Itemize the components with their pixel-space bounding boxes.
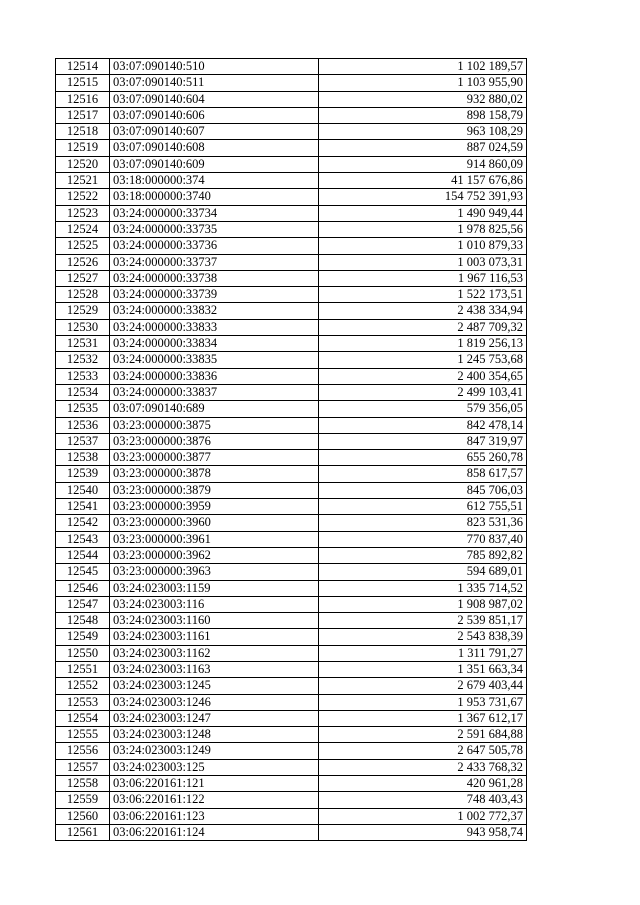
table-row: [56, 91, 527, 107]
value-cell: 887 024,59: [319, 140, 527, 156]
table-row: [56, 613, 527, 629]
cadastral-number-cell: 03:24:023003:125: [110, 759, 319, 775]
value-cell: 1 103 955,90: [319, 75, 527, 91]
row-number-cell: 12557: [56, 759, 110, 775]
table-row: [56, 499, 527, 515]
table-row: [56, 450, 527, 466]
table-row: [56, 727, 527, 743]
table-row: [56, 368, 527, 384]
table-row: [56, 124, 527, 140]
cadastral-number-cell: 03:23:000000:3961: [110, 531, 319, 547]
value-cell: 1 002 772,37: [319, 808, 527, 824]
cadastral-number-cell: 03:07:090140:689: [110, 401, 319, 417]
row-number-cell: 12535: [56, 401, 110, 417]
table-row: [56, 401, 527, 417]
value-cell: 858 617,57: [319, 466, 527, 482]
value-cell: 1 245 753,68: [319, 352, 527, 368]
cadastral-number-cell: 03:23:000000:3962: [110, 547, 319, 563]
row-number-cell: 12523: [56, 205, 110, 221]
cadastral-number-cell: 03:24:023003:1163: [110, 661, 319, 677]
row-number-cell: 12541: [56, 499, 110, 515]
data-table: [55, 58, 527, 841]
row-number-cell: 12558: [56, 776, 110, 792]
cadastral-number-cell: 03:23:000000:3960: [110, 515, 319, 531]
value-cell: 1 010 879,33: [319, 238, 527, 254]
value-cell: 2 499 103,41: [319, 384, 527, 400]
table-row: [56, 270, 527, 286]
row-number-cell: 12549: [56, 629, 110, 645]
value-cell: 748 403,43: [319, 792, 527, 808]
row-number-cell: 12528: [56, 287, 110, 303]
value-cell: 1 335 714,52: [319, 580, 527, 596]
row-number-cell: 12514: [56, 59, 110, 75]
row-number-cell: 12530: [56, 319, 110, 335]
cadastral-number-cell: 03:24:000000:33836: [110, 368, 319, 384]
cadastral-number-cell: 03:24:000000:33833: [110, 319, 319, 335]
table-row: [56, 156, 527, 172]
value-cell: 1 490 949,44: [319, 205, 527, 221]
cadastral-number-cell: 03:07:090140:511: [110, 75, 319, 91]
table-row: [56, 661, 527, 677]
row-number-cell: 12522: [56, 189, 110, 205]
row-number-cell: 12559: [56, 792, 110, 808]
cadastral-number-cell: 03:24:000000:33835: [110, 352, 319, 368]
value-cell: 2 438 334,94: [319, 303, 527, 319]
row-number-cell: 12529: [56, 303, 110, 319]
table-row: [56, 205, 527, 221]
row-number-cell: 12555: [56, 727, 110, 743]
value-cell: 2 433 768,32: [319, 759, 527, 775]
table-row: [56, 808, 527, 824]
row-number-cell: 12545: [56, 564, 110, 580]
value-cell: 594 689,01: [319, 564, 527, 580]
value-cell: 2 647 505,78: [319, 743, 527, 759]
value-cell: 420 961,28: [319, 776, 527, 792]
value-cell: 842 478,14: [319, 417, 527, 433]
cadastral-number-cell: 03:24:023003:1162: [110, 645, 319, 661]
row-number-cell: 12534: [56, 384, 110, 400]
table-row: [56, 792, 527, 808]
cadastral-number-cell: 03:07:090140:604: [110, 91, 319, 107]
row-number-cell: 12544: [56, 547, 110, 563]
table-row: [56, 580, 527, 596]
table-row: [56, 531, 527, 547]
row-number-cell: 12518: [56, 124, 110, 140]
row-number-cell: 12552: [56, 678, 110, 694]
row-number-cell: 12517: [56, 107, 110, 123]
cadastral-number-cell: 03:24:000000:33832: [110, 303, 319, 319]
row-number-cell: 12524: [56, 221, 110, 237]
table-row: [56, 694, 527, 710]
row-number-cell: 12537: [56, 433, 110, 449]
cadastral-number-cell: 03:24:023003:1246: [110, 694, 319, 710]
cadastral-number-cell: 03:07:090140:609: [110, 156, 319, 172]
table-row: [56, 466, 527, 482]
value-cell: 847 319,97: [319, 433, 527, 449]
table-row: [56, 776, 527, 792]
row-number-cell: 12520: [56, 156, 110, 172]
cadastral-number-cell: 03:18:000000:3740: [110, 189, 319, 205]
value-cell: 932 880,02: [319, 91, 527, 107]
value-cell: 1 908 987,02: [319, 596, 527, 612]
value-cell: 1 351 663,34: [319, 661, 527, 677]
value-cell: 785 892,82: [319, 547, 527, 563]
cadastral-number-cell: 03:23:000000:3959: [110, 499, 319, 515]
value-cell: 154 752 391,93: [319, 189, 527, 205]
table-row: [56, 515, 527, 531]
value-cell: 1 819 256,13: [319, 336, 527, 352]
table-row: [56, 107, 527, 123]
cadastral-number-cell: 03:06:220161:121: [110, 776, 319, 792]
cadastral-number-cell: 03:06:220161:123: [110, 808, 319, 824]
row-number-cell: 12553: [56, 694, 110, 710]
cadastral-number-cell: 03:24:000000:33834: [110, 336, 319, 352]
cadastral-number-cell: 03:24:000000:33739: [110, 287, 319, 303]
value-cell: 845 706,03: [319, 482, 527, 498]
value-cell: 963 108,29: [319, 124, 527, 140]
cadastral-number-cell: 03:24:023003:1160: [110, 613, 319, 629]
table-row: [56, 75, 527, 91]
row-number-cell: 12536: [56, 417, 110, 433]
row-number-cell: 12556: [56, 743, 110, 759]
table-row: [56, 629, 527, 645]
table-row: [56, 352, 527, 368]
value-cell: 823 531,36: [319, 515, 527, 531]
table-row: [56, 417, 527, 433]
cadastral-number-cell: 03:24:023003:116: [110, 596, 319, 612]
value-cell: 2 591 684,88: [319, 727, 527, 743]
value-cell: 41 157 676,86: [319, 173, 527, 189]
cadastral-number-cell: 03:07:090140:607: [110, 124, 319, 140]
cadastral-number-cell: 03:23:000000:3877: [110, 450, 319, 466]
cadastral-number-cell: 03:24:000000:33738: [110, 270, 319, 286]
row-number-cell: 12546: [56, 580, 110, 596]
table-row: [56, 743, 527, 759]
value-cell: 943 958,74: [319, 824, 527, 840]
table-row: [56, 678, 527, 694]
table-row: [56, 221, 527, 237]
row-number-cell: 12532: [56, 352, 110, 368]
row-number-cell: 12521: [56, 173, 110, 189]
cadastral-number-cell: 03:07:090140:608: [110, 140, 319, 156]
row-number-cell: 12543: [56, 531, 110, 547]
row-number-cell: 12515: [56, 75, 110, 91]
cadastral-number-cell: 03:06:220161:122: [110, 792, 319, 808]
table-row: [56, 384, 527, 400]
table-row: [56, 254, 527, 270]
value-cell: 914 860,09: [319, 156, 527, 172]
table-row: [56, 336, 527, 352]
row-number-cell: 12540: [56, 482, 110, 498]
row-number-cell: 12527: [56, 270, 110, 286]
table-body: [56, 59, 527, 841]
value-cell: 1 367 612,17: [319, 710, 527, 726]
value-cell: 2 400 354,65: [319, 368, 527, 384]
row-number-cell: 12533: [56, 368, 110, 384]
row-number-cell: 12531: [56, 336, 110, 352]
row-number-cell: 12516: [56, 91, 110, 107]
table-row: [56, 287, 527, 303]
row-number-cell: 12519: [56, 140, 110, 156]
cadastral-number-cell: 03:24:023003:1248: [110, 727, 319, 743]
row-number-cell: 12560: [56, 808, 110, 824]
cadastral-number-cell: 03:23:000000:3963: [110, 564, 319, 580]
value-cell: 1 102 189,57: [319, 59, 527, 75]
cadastral-number-cell: 03:06:220161:124: [110, 824, 319, 840]
table-row: [56, 645, 527, 661]
value-cell: 1 522 173,51: [319, 287, 527, 303]
row-number-cell: 12554: [56, 710, 110, 726]
table-row: [56, 59, 527, 75]
cadastral-number-cell: 03:24:023003:1245: [110, 678, 319, 694]
table-row: [56, 824, 527, 840]
cadastral-number-cell: 03:07:090140:606: [110, 107, 319, 123]
row-number-cell: 12551: [56, 661, 110, 677]
value-cell: 1 967 116,53: [319, 270, 527, 286]
table-row: [56, 596, 527, 612]
value-cell: 579 356,05: [319, 401, 527, 417]
cadastral-number-cell: 03:23:000000:3879: [110, 482, 319, 498]
value-cell: 770 837,40: [319, 531, 527, 547]
table-row: [56, 547, 527, 563]
table-row: [56, 564, 527, 580]
cadastral-number-cell: 03:18:000000:374: [110, 173, 319, 189]
table-row: [56, 433, 527, 449]
row-number-cell: 12547: [56, 596, 110, 612]
row-number-cell: 12550: [56, 645, 110, 661]
cadastral-number-cell: 03:24:000000:33736: [110, 238, 319, 254]
table-row: [56, 319, 527, 335]
value-cell: 655 260,78: [319, 450, 527, 466]
value-cell: 1 978 825,56: [319, 221, 527, 237]
cadastral-number-cell: 03:24:000000:33734: [110, 205, 319, 221]
cadastral-number-cell: 03:24:000000:33735: [110, 221, 319, 237]
row-number-cell: 12525: [56, 238, 110, 254]
value-cell: 612 755,51: [319, 499, 527, 515]
value-cell: 1 311 791,27: [319, 645, 527, 661]
cadastral-number-cell: 03:07:090140:510: [110, 59, 319, 75]
table-row: [56, 303, 527, 319]
table-row: [56, 482, 527, 498]
table-row: [56, 140, 527, 156]
row-number-cell: 12538: [56, 450, 110, 466]
table-row: [56, 173, 527, 189]
cadastral-number-cell: 03:24:023003:1159: [110, 580, 319, 596]
value-cell: 2 487 709,32: [319, 319, 527, 335]
table-row: [56, 759, 527, 775]
table-row: [56, 189, 527, 205]
value-cell: 1 003 073,31: [319, 254, 527, 270]
cadastral-number-cell: 03:24:023003:1247: [110, 710, 319, 726]
value-cell: 1 953 731,67: [319, 694, 527, 710]
value-cell: 2 543 838,39: [319, 629, 527, 645]
value-cell: 898 158,79: [319, 107, 527, 123]
row-number-cell: 12561: [56, 824, 110, 840]
cadastral-number-cell: 03:24:000000:33837: [110, 384, 319, 400]
cadastral-number-cell: 03:23:000000:3878: [110, 466, 319, 482]
row-number-cell: 12539: [56, 466, 110, 482]
cadastral-number-cell: 03:24:023003:1161: [110, 629, 319, 645]
cadastral-number-cell: 03:24:000000:33737: [110, 254, 319, 270]
cadastral-number-cell: 03:24:023003:1249: [110, 743, 319, 759]
cadastral-number-cell: 03:23:000000:3875: [110, 417, 319, 433]
value-cell: 2 539 851,17: [319, 613, 527, 629]
cadastral-number-cell: 03:23:000000:3876: [110, 433, 319, 449]
table-row: [56, 238, 527, 254]
value-cell: 2 679 403,44: [319, 678, 527, 694]
row-number-cell: 12542: [56, 515, 110, 531]
row-number-cell: 12548: [56, 613, 110, 629]
row-number-cell: 12526: [56, 254, 110, 270]
table-row: [56, 710, 527, 726]
